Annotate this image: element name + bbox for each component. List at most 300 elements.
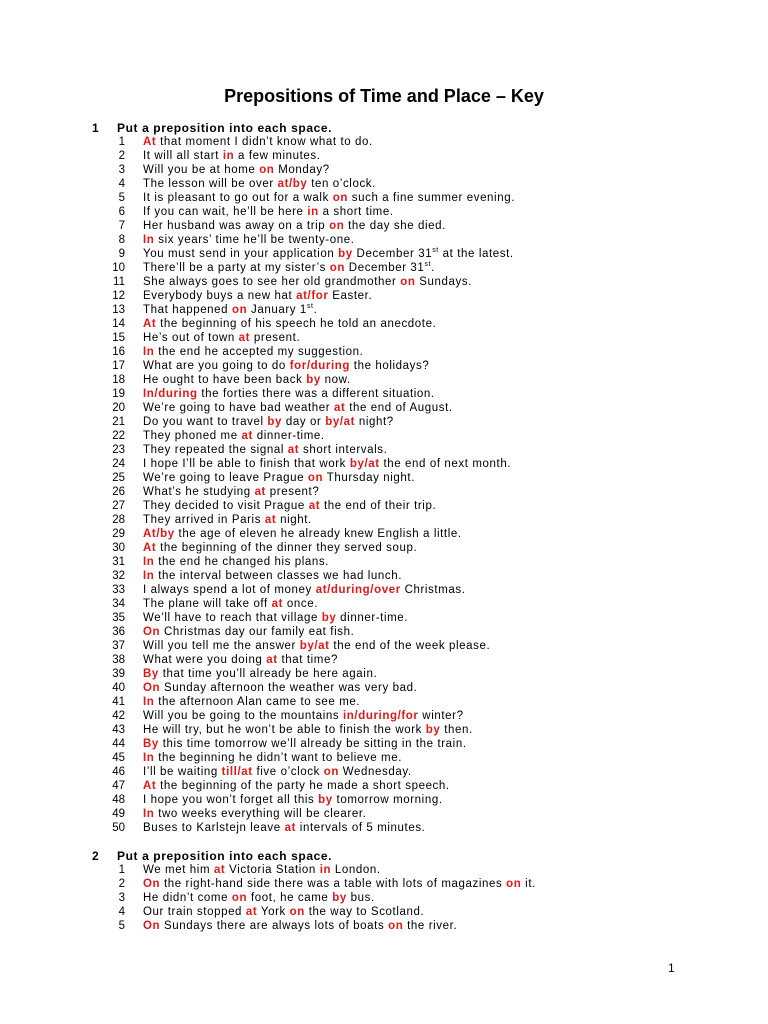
answer-preposition: on bbox=[289, 906, 305, 918]
sentence-text: dinner-time. bbox=[252, 430, 325, 442]
exercise-item bbox=[92, 275, 473, 289]
item-sentence bbox=[143, 779, 450, 793]
answer-preposition: on bbox=[332, 192, 348, 204]
sentence-text: You must send in your application bbox=[143, 248, 339, 260]
sentence-text: the beginning of the dinner they served soup. bbox=[156, 542, 418, 554]
answer-preposition: by/at bbox=[299, 640, 330, 652]
item-number: 43 bbox=[112, 724, 125, 736]
answer-preposition: in bbox=[319, 864, 332, 876]
item-number: 40 bbox=[112, 682, 125, 694]
exercise-item bbox=[92, 373, 351, 387]
sentence-text: then. bbox=[440, 724, 473, 736]
sentence-text: Monday? bbox=[274, 164, 330, 176]
sentence-text: Do you want to travel bbox=[143, 416, 268, 428]
exercise-item bbox=[92, 499, 437, 513]
exercise-instruction: Put a preposition into each space. bbox=[117, 121, 333, 135]
sentence-text: Our train stopped bbox=[143, 906, 246, 918]
sentence-text: We’ll have to reach that village bbox=[143, 612, 322, 624]
exercise-items bbox=[92, 135, 515, 835]
sentence-text: York bbox=[257, 906, 290, 918]
exercise-item bbox=[92, 597, 332, 611]
item-sentence bbox=[143, 541, 417, 555]
item-number: 10 bbox=[112, 262, 125, 274]
item-sentence bbox=[143, 611, 408, 625]
answer-preposition: At/by bbox=[143, 528, 175, 540]
exercise-items bbox=[92, 863, 536, 933]
item-number: 4 bbox=[118, 906, 125, 918]
sentence-text: that time you’ll already be here again. bbox=[158, 668, 378, 680]
exercise-item bbox=[92, 765, 412, 779]
answer-preposition: till/at bbox=[221, 766, 253, 778]
sentence-text: now. bbox=[320, 374, 351, 386]
sentence-text: once. bbox=[283, 598, 318, 610]
item-sentence bbox=[143, 793, 443, 807]
item-number: 3 bbox=[118, 164, 125, 176]
answer-preposition: by/at bbox=[325, 416, 356, 428]
item-sentence bbox=[143, 667, 377, 681]
exercise-item bbox=[92, 527, 462, 541]
item-sentence bbox=[143, 807, 366, 821]
item-number: 29 bbox=[112, 528, 125, 540]
sentence-text: two weeks everything will be clearer. bbox=[154, 808, 367, 820]
answer-preposition: On bbox=[143, 626, 161, 638]
exercise-item bbox=[92, 135, 373, 149]
exercise-item bbox=[92, 625, 355, 639]
exercise-item bbox=[92, 583, 466, 597]
exercise-item bbox=[92, 317, 437, 331]
sentence-text: Wednesday. bbox=[338, 766, 412, 778]
sentence-text: this time tomorrow we’ll already be sitting in the train. bbox=[158, 738, 467, 750]
item-number: 23 bbox=[112, 444, 125, 456]
item-number: 32 bbox=[112, 570, 125, 582]
exercise-item bbox=[92, 219, 446, 233]
exercise-item bbox=[92, 863, 381, 877]
answer-preposition: at bbox=[287, 444, 300, 456]
sentence-text: present. bbox=[250, 332, 301, 344]
sentence-text: What are you going to do bbox=[143, 360, 290, 372]
item-number: 36 bbox=[112, 626, 125, 638]
sentence-text: Her husband was away on a trip bbox=[143, 220, 330, 232]
answer-preposition: for/during bbox=[289, 360, 350, 372]
item-sentence bbox=[143, 331, 300, 345]
answer-preposition: by/at bbox=[349, 458, 380, 470]
exercise-item bbox=[92, 667, 378, 681]
sentence-text: Will you tell me the answer bbox=[143, 640, 300, 652]
exercise-item bbox=[92, 191, 515, 205]
sentence-text: that moment I didn’t know what to do. bbox=[156, 136, 373, 148]
exercise-item bbox=[92, 779, 450, 793]
exercise-item bbox=[92, 905, 425, 919]
sentence-text: the way to Scotland. bbox=[304, 906, 425, 918]
item-sentence bbox=[143, 499, 436, 513]
item-number: 47 bbox=[112, 780, 125, 792]
sentence-text: London. bbox=[331, 864, 381, 876]
item-sentence bbox=[143, 247, 514, 261]
sentence-text: I hope I’ll be able to finish that work bbox=[143, 458, 350, 470]
answer-preposition: by bbox=[332, 892, 347, 904]
page-title: Prepositions of Time and Place – Key bbox=[224, 86, 544, 106]
answer-preposition: At bbox=[143, 136, 157, 148]
item-sentence bbox=[143, 219, 446, 233]
answer-preposition: at bbox=[333, 402, 346, 414]
exercise-item bbox=[92, 401, 453, 415]
ordinal-suffix: st bbox=[432, 247, 439, 255]
item-sentence bbox=[143, 191, 515, 205]
item-sentence bbox=[143, 457, 511, 471]
sentence-text: the interval between classes we had lunch. bbox=[154, 570, 403, 582]
item-sentence bbox=[143, 163, 330, 177]
exercise-item bbox=[92, 485, 332, 499]
sentence-text: Easter. bbox=[328, 290, 373, 302]
page-number: 1 bbox=[668, 961, 675, 975]
answer-preposition: By bbox=[143, 668, 159, 680]
exercise-item bbox=[92, 695, 361, 709]
item-number: 34 bbox=[112, 598, 125, 610]
exercise-item bbox=[92, 261, 435, 275]
exercise-item bbox=[92, 555, 332, 569]
item-number: 5 bbox=[118, 920, 125, 932]
answer-preposition: In bbox=[143, 808, 155, 820]
sentence-text: Victoria Station bbox=[225, 864, 320, 876]
item-sentence bbox=[143, 345, 363, 359]
answer-preposition: In bbox=[143, 570, 155, 582]
sentence-text: She always goes to see her old grandmother bbox=[143, 276, 401, 288]
sentence-text: They phoned me bbox=[143, 430, 242, 442]
item-number: 5 bbox=[118, 192, 125, 204]
exercise-item bbox=[92, 639, 491, 653]
sentence-text: winter? bbox=[418, 710, 464, 722]
sentence-text: Thursday night. bbox=[323, 472, 416, 484]
sentence-text: the end of August. bbox=[345, 402, 453, 414]
sentence-text: night? bbox=[355, 416, 394, 428]
sentence-text: They arrived in Paris bbox=[143, 514, 265, 526]
ordinal-suffix: st bbox=[306, 303, 314, 311]
item-number: 8 bbox=[118, 234, 125, 246]
item-number: 35 bbox=[112, 612, 125, 624]
exercise-item bbox=[92, 891, 375, 905]
sentence-text: Will you be going to the mountains bbox=[143, 710, 343, 722]
item-sentence bbox=[143, 415, 394, 429]
sentence-text: They repeated the signal bbox=[143, 444, 288, 456]
answer-preposition: at/by bbox=[277, 178, 308, 190]
sentence-text: six years’ time he’ll be twenty-one. bbox=[154, 234, 355, 246]
item-number: 26 bbox=[112, 486, 125, 498]
answer-preposition: At bbox=[143, 780, 157, 792]
sentence-text: December 31 bbox=[345, 262, 425, 274]
exercise-instruction: Put a preposition into each space. bbox=[117, 849, 333, 863]
exercise-item bbox=[92, 611, 409, 625]
sentence-text: I always spend a lot of money bbox=[143, 584, 316, 596]
item-number: 41 bbox=[112, 696, 125, 708]
answer-preposition: in bbox=[307, 206, 319, 218]
item-number: 50 bbox=[112, 822, 125, 834]
item-sentence bbox=[143, 695, 360, 709]
exercise-number: 2 bbox=[92, 849, 100, 863]
item-sentence bbox=[143, 471, 415, 485]
item-sentence bbox=[143, 387, 435, 401]
exercise-item bbox=[92, 681, 418, 695]
answer-preposition: at bbox=[254, 486, 266, 498]
sentence-text: the river. bbox=[403, 920, 458, 932]
item-number: 11 bbox=[113, 276, 125, 288]
item-sentence bbox=[143, 597, 318, 611]
item-sentence bbox=[143, 863, 381, 877]
item-number: 16 bbox=[112, 346, 125, 358]
exercise-heading bbox=[92, 121, 332, 135]
sentence-text: Will you be at home bbox=[143, 164, 260, 176]
sentence-text: bus. bbox=[346, 892, 375, 904]
ordinal-suffix: st bbox=[424, 261, 432, 269]
answer-preposition: at bbox=[245, 906, 258, 918]
answer-preposition: In bbox=[143, 752, 155, 764]
exercise-item bbox=[92, 289, 373, 303]
item-number: 28 bbox=[112, 514, 125, 526]
sentence-text: the beginning he didn’t want to believe me. bbox=[154, 752, 403, 764]
sentence-text: night. bbox=[276, 514, 312, 526]
sentence-text: Christmas. bbox=[400, 584, 466, 596]
item-number: 49 bbox=[112, 808, 125, 820]
answer-preposition: in bbox=[222, 150, 235, 162]
sentence-text: I’ll be waiting bbox=[143, 766, 222, 778]
sentence-text: five o’clock bbox=[252, 766, 324, 778]
item-sentence bbox=[143, 709, 464, 723]
exercise-item bbox=[92, 793, 443, 807]
exercise-item bbox=[92, 233, 355, 247]
answer-preposition: by bbox=[306, 374, 321, 386]
sentence-text: the afternoon Alan came to see me. bbox=[154, 696, 361, 708]
answer-preposition: at/during/over bbox=[315, 584, 401, 596]
sentence-text: it. bbox=[521, 878, 536, 890]
item-number: 13 bbox=[112, 304, 125, 316]
item-sentence bbox=[143, 289, 372, 303]
answer-preposition: On bbox=[143, 920, 161, 932]
item-sentence bbox=[143, 373, 351, 387]
item-number: 44 bbox=[112, 738, 125, 750]
exercise-item bbox=[92, 415, 394, 429]
item-number: 30 bbox=[112, 542, 125, 554]
item-sentence bbox=[143, 513, 312, 527]
sentence-text: the day she died. bbox=[344, 220, 446, 232]
sentence-text: ten o’clock. bbox=[307, 178, 376, 190]
exercise-item bbox=[92, 359, 430, 373]
item-sentence bbox=[143, 569, 402, 583]
answer-preposition: on bbox=[329, 262, 345, 274]
item-sentence bbox=[143, 401, 453, 415]
sentence-text: the age of eleven he already knew English a little. bbox=[174, 528, 462, 540]
item-number: 9 bbox=[118, 248, 125, 260]
item-number: 39 bbox=[112, 668, 125, 680]
sentence-text: a few minutes. bbox=[234, 150, 321, 162]
item-number: 18 bbox=[112, 374, 125, 386]
item-sentence bbox=[143, 821, 425, 835]
sentence-text: If you can wait, he’ll be here bbox=[143, 206, 308, 218]
sentence-text: the end he accepted my suggestion. bbox=[154, 346, 364, 358]
sentence-text: day or bbox=[282, 416, 326, 428]
exercise-item bbox=[92, 443, 388, 457]
sentence-text: such a fine summer evening. bbox=[347, 192, 515, 204]
answer-preposition: by bbox=[267, 416, 283, 428]
exercise-item bbox=[92, 303, 332, 317]
item-sentence bbox=[143, 303, 317, 317]
item-sentence bbox=[143, 485, 319, 499]
item-sentence bbox=[143, 681, 417, 695]
item-number: 2 bbox=[118, 878, 125, 890]
answer-preposition: At bbox=[143, 542, 157, 554]
sentence-text: foot, he came bbox=[247, 892, 333, 904]
answer-preposition: at bbox=[241, 430, 253, 442]
sentence-text: that time? bbox=[277, 654, 338, 666]
exercise-item bbox=[92, 821, 426, 835]
exercise-item bbox=[92, 149, 332, 163]
sentence-text: We met him bbox=[143, 864, 214, 876]
exercise-item bbox=[92, 751, 403, 765]
answer-preposition: on bbox=[231, 892, 248, 904]
sentence-text: the end of their trip. bbox=[320, 500, 437, 512]
sentence-text: He will try, but he won’t be able to finish the work bbox=[143, 724, 426, 736]
answer-preposition: on bbox=[329, 220, 345, 232]
answer-preposition: on bbox=[259, 164, 275, 176]
sentence-text: The plane will take off bbox=[143, 598, 272, 610]
sentence-text: a short time. bbox=[318, 206, 394, 218]
item-sentence bbox=[143, 765, 412, 779]
exercise-item bbox=[92, 331, 332, 345]
sentence-text: short intervals. bbox=[299, 444, 388, 456]
sentence-text: He didn’t come bbox=[143, 892, 232, 904]
item-sentence bbox=[143, 261, 435, 275]
exercise-section-1 bbox=[92, 121, 515, 835]
sentence-text: January 1 bbox=[247, 304, 307, 316]
item-number: 33 bbox=[112, 584, 125, 596]
sentence-text: the end of the week please. bbox=[329, 640, 491, 652]
item-number: 38 bbox=[112, 654, 125, 666]
answer-preposition: by bbox=[425, 724, 441, 736]
sentence-text: the holidays? bbox=[350, 360, 430, 372]
answer-preposition: on bbox=[400, 276, 416, 288]
exercise-item bbox=[92, 541, 418, 555]
item-sentence bbox=[143, 205, 394, 219]
answer-preposition: In/during bbox=[143, 388, 198, 400]
sentence-text: at the latest. bbox=[438, 248, 514, 260]
sentence-text: Sundays. bbox=[415, 276, 473, 288]
exercise-item bbox=[92, 709, 464, 723]
answer-preposition: In bbox=[143, 346, 155, 358]
item-number: 25 bbox=[112, 472, 125, 484]
answer-preposition: In bbox=[143, 556, 155, 568]
sentence-text: the end he changed his plans. bbox=[154, 556, 330, 568]
sentence-text: What were you doing bbox=[143, 654, 267, 666]
item-number: 22 bbox=[112, 430, 125, 442]
exercise-item bbox=[92, 653, 338, 667]
sentence-text: He’s out of town bbox=[143, 332, 239, 344]
sentence-text: It will all start bbox=[143, 150, 223, 162]
sentence-text: I hope you won’t forget all this bbox=[143, 794, 319, 806]
item-sentence bbox=[143, 429, 325, 443]
item-number: 31 bbox=[112, 556, 125, 568]
answer-preposition: By bbox=[143, 738, 159, 750]
item-number: 6 bbox=[118, 206, 125, 218]
item-sentence bbox=[143, 877, 536, 891]
exercise-heading bbox=[92, 849, 332, 863]
exercise-item bbox=[92, 429, 332, 443]
item-number: 7 bbox=[118, 220, 125, 232]
sentence-text: The lesson will be over bbox=[143, 178, 278, 190]
item-number: 14 bbox=[112, 318, 125, 330]
exercise-item bbox=[92, 807, 367, 821]
item-sentence bbox=[143, 919, 457, 933]
sentence-text: tomorrow morning. bbox=[332, 794, 443, 806]
exercise-item bbox=[92, 177, 376, 191]
exercise-item bbox=[92, 919, 458, 933]
item-sentence bbox=[143, 233, 355, 247]
answer-preposition: on bbox=[506, 878, 522, 890]
item-number: 19 bbox=[112, 388, 125, 400]
exercise-section-2 bbox=[92, 849, 536, 933]
item-number: 15 bbox=[112, 332, 125, 344]
item-number: 48 bbox=[112, 794, 125, 806]
answer-preposition: on bbox=[231, 304, 248, 316]
item-sentence bbox=[143, 737, 467, 751]
sentence-text: That happened bbox=[143, 304, 232, 316]
item-sentence bbox=[143, 625, 354, 639]
item-number: 45 bbox=[112, 752, 125, 764]
item-number: 17 bbox=[112, 360, 125, 372]
answer-preposition: by bbox=[338, 248, 353, 260]
sentence-text: Everybody buys a new hat bbox=[143, 290, 297, 302]
item-sentence bbox=[143, 653, 338, 667]
answer-preposition: in/during/for bbox=[343, 710, 419, 722]
answer-preposition: At bbox=[143, 318, 157, 330]
answer-preposition: on bbox=[307, 472, 324, 484]
sentence-text: dinner-time. bbox=[336, 612, 409, 624]
exercise-item bbox=[92, 345, 364, 359]
answer-preposition: by bbox=[321, 612, 337, 624]
answer-preposition: at bbox=[264, 514, 277, 526]
sentence-text: Sundays there are always lots of boats bbox=[160, 920, 389, 932]
exercise-item bbox=[92, 471, 416, 485]
item-number: 3 bbox=[118, 892, 125, 904]
item-number: 1 bbox=[118, 136, 125, 148]
sentence-text: intervals of 5 minutes. bbox=[296, 822, 426, 834]
sentence-text: the beginning of his speech he told an anecdote. bbox=[156, 318, 437, 330]
exercise-item bbox=[92, 205, 394, 219]
exercise-number: 1 bbox=[92, 121, 100, 135]
sentence-text: Christmas day our family eat fish. bbox=[160, 626, 355, 638]
sentence-text: We’re going to have bad weather bbox=[143, 402, 334, 414]
sentence-text: the end of next month. bbox=[379, 458, 512, 470]
item-sentence bbox=[143, 527, 462, 541]
sentence-text: the beginning of the party he made a short speech. bbox=[156, 780, 450, 792]
exercise-item bbox=[92, 723, 473, 737]
item-number: 4 bbox=[118, 178, 125, 190]
answer-preposition: at/for bbox=[296, 290, 329, 302]
exercise-item bbox=[92, 737, 467, 751]
answer-preposition: In bbox=[143, 696, 155, 708]
item-sentence bbox=[143, 891, 375, 905]
item-sentence bbox=[143, 583, 466, 597]
exercise-item bbox=[92, 247, 514, 261]
sentence-text: We’re going to leave Prague bbox=[143, 472, 308, 484]
item-number: 46 bbox=[112, 766, 125, 778]
answer-preposition: by bbox=[318, 794, 333, 806]
answer-preposition: at bbox=[266, 654, 278, 666]
item-number: 24 bbox=[112, 458, 125, 470]
item-sentence bbox=[143, 443, 387, 457]
sentence-text: Buses to Karlstejn leave bbox=[143, 822, 285, 834]
sentence-text: They decided to visit Prague bbox=[143, 500, 309, 512]
sentence-text: He ought to have been back bbox=[143, 374, 307, 386]
item-number: 37 bbox=[112, 640, 125, 652]
item-sentence bbox=[143, 905, 424, 919]
